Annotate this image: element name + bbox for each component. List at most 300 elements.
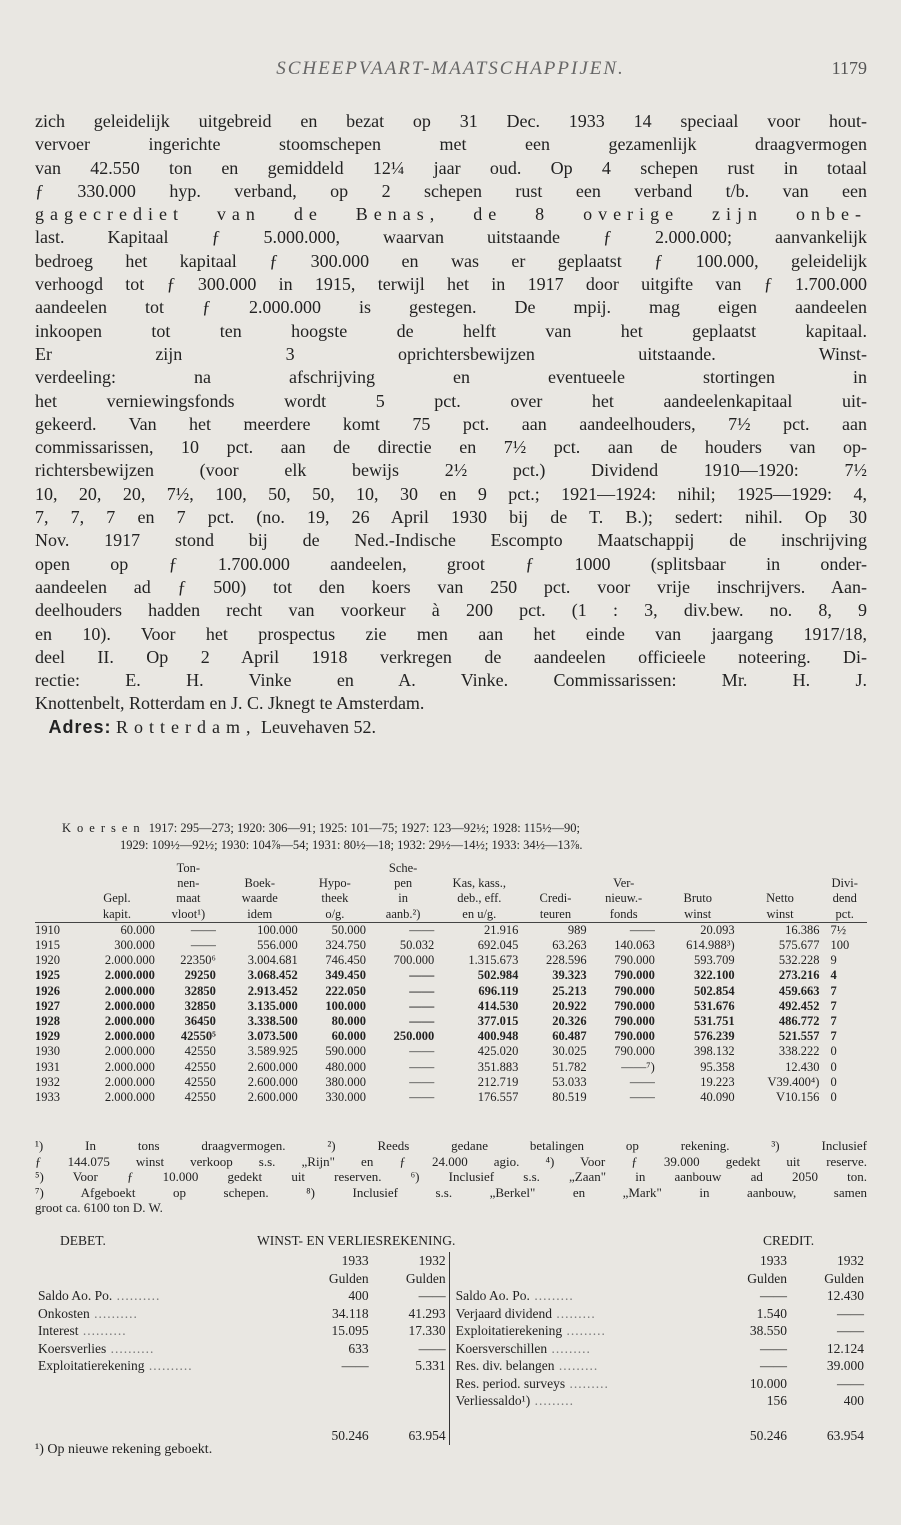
column-header — [590, 861, 658, 876]
pl-row — [35, 1305, 867, 1323]
pl-row — [35, 1322, 867, 1340]
table-cell: 590.000 — [325, 1044, 366, 1059]
debet-1932: —— — [418, 1340, 446, 1356]
column-header — [738, 861, 823, 876]
credit-1932: 400 — [843, 1393, 864, 1408]
table-header-row — [35, 861, 867, 876]
column-header: Gepl. — [103, 891, 131, 906]
pl-spacer-cell — [372, 1410, 450, 1428]
table-cell: 700.000 — [393, 953, 435, 968]
running-title: SCHEEPVAART-MAATSCHAPPIJEN. — [276, 58, 625, 79]
table-cell: 80.000 — [331, 1014, 366, 1029]
table-row — [35, 1014, 867, 1029]
credit-label: Verjaard dividend ......... — [449, 1305, 713, 1323]
footnote-line: ⁵) Voor ƒ 10.000 gedekt uit reserven. ⁶) Inclusief s.s. „Zaan" in aanbouw ad 2050 ton. — [35, 1169, 867, 1184]
credit-1933: —— — [760, 1340, 788, 1356]
table-cell: 9 — [830, 953, 837, 968]
table-cell: 7 — [830, 998, 837, 1013]
table-cell: —— — [409, 1059, 435, 1074]
table-cell: 3.004.681 — [247, 953, 298, 968]
table-row — [35, 953, 867, 968]
pl-row — [35, 1287, 867, 1305]
year-cell: 1910 — [35, 922, 60, 937]
column-header: theek — [321, 891, 349, 906]
text-line: 7, 7, 7 en 7 pct. (no. 19, 26 April 1930 bij de T. B.); sedert: nihil. Op 30 — [35, 507, 867, 528]
column-header: deb., eff. — [457, 891, 502, 906]
table-cell: 2.000.000 — [104, 953, 155, 968]
debet-label: Onkosten .......... — [38, 1305, 138, 1321]
pl-spacer — [35, 1410, 867, 1428]
table-cell: 377.015 — [477, 1014, 519, 1029]
footnote-line: groot ca. 6100 ton D. W. — [35, 1200, 163, 1215]
credit-1933: —— — [760, 1288, 788, 1303]
page-number: 1179 — [831, 58, 867, 78]
credit-1932: 12.124 — [826, 1340, 864, 1356]
text-line: Nov. 1917 stond bij de Ned.-Indische Escompto Maatschappij de inschrijving — [35, 530, 867, 551]
pl-year: 1933 — [760, 1253, 788, 1268]
table-footnotes — [35, 1138, 867, 1216]
column-header — [738, 876, 823, 891]
credit-1932: 12.430 — [826, 1288, 864, 1303]
column-header: fonds — [590, 907, 658, 923]
pl-year: 1933 — [341, 1253, 369, 1268]
text-line: gekeerd. Van het meerdere komt 75 pct. aan aandeelhouders, 7½ pct. aan — [35, 413, 867, 434]
table-cell: —— — [629, 1090, 655, 1105]
pl-unit: Gulden — [747, 1270, 788, 1286]
year-cell: 1928 — [35, 1014, 60, 1029]
footnote-line: ⁷) Afgeboekt op schepen. ⁸) Inclusief s.s. „Berkel" en „Mark" in aanbouw, samen — [35, 1184, 867, 1200]
table-cell: —— — [409, 922, 435, 937]
table-cell: 53.033 — [552, 1074, 587, 1089]
debet-item: Onkosten — [38, 1305, 90, 1321]
column-header — [301, 861, 369, 876]
text-line: 10, 20, 20, 7½, 100, 50, 50, 10, 30 en 9 pct.; 1921—1924: nihil; 1925—1929: 4, — [35, 483, 867, 504]
column-header — [658, 861, 738, 876]
table-cell: 51.782 — [552, 1059, 587, 1074]
credit-heading: CREDIT. — [763, 1233, 815, 1248]
debet-item: Interest — [38, 1323, 79, 1338]
address-street: Leuvehaven 52. — [261, 716, 376, 737]
table-cell: ——⁷) — [621, 1059, 655, 1074]
table-cell: 30.025 — [552, 1044, 587, 1059]
text-line: verhoogd tot ƒ 300.000 in 1915, terwijl het in 1917 door uitgifte van ƒ 1.700.000 — [35, 274, 867, 295]
table-cell: 532.228 — [778, 953, 820, 968]
table-cell: 593.709 — [694, 953, 735, 968]
credit-1933: 38.550 — [749, 1323, 788, 1338]
table-cell: 36450 — [184, 1014, 216, 1029]
table-cell: 95.358 — [700, 1059, 735, 1074]
table-cell: 2.000.000 — [104, 1090, 155, 1105]
table-header-row — [35, 876, 867, 891]
table-cell: 3.073.500 — [247, 1029, 298, 1044]
table-header-row — [35, 907, 867, 923]
column-header — [437, 861, 521, 876]
table-cell: 502.984 — [477, 968, 519, 983]
table-row — [35, 1029, 867, 1044]
text-line: vervoer ingerichte stoomschepen met een gezamenlijk draagvermogen — [35, 134, 867, 155]
year-cell: 1925 — [35, 968, 60, 983]
table-cell: 140.063 — [614, 938, 655, 953]
debet-1932 — [372, 1375, 450, 1393]
table-cell: 746.450 — [325, 953, 366, 968]
table-cell: V10.156 — [776, 1090, 820, 1105]
table-cell: 60.000 — [120, 922, 155, 937]
debet-1933: 400 — [348, 1288, 369, 1303]
table-cell: 459.663 — [778, 983, 820, 998]
table-cell: 50.000 — [331, 922, 366, 937]
text-line: richtersbewijzen (voor elk bewijs 2½ pct.) Dividend 1910—1920: 7½ — [35, 460, 867, 481]
table-cell: 2.000.000 — [104, 1059, 155, 1074]
column-header: Boek- — [244, 876, 276, 891]
column-header — [35, 861, 76, 876]
pl-headings — [35, 1233, 867, 1251]
table-cell: 42550 — [184, 1044, 216, 1059]
debet-1933: —— — [341, 1358, 369, 1373]
column-header: in — [398, 891, 408, 906]
table-cell: 42550 — [184, 1074, 216, 1089]
column-header — [521, 861, 589, 876]
table-cell: 531.751 — [694, 1014, 735, 1029]
table-cell: 338.222 — [778, 1044, 820, 1059]
text-line: Knottenbelt, Rotterdam en J. C. Jknegt te Amsterdam. — [35, 693, 425, 714]
debet-1932 — [372, 1392, 450, 1410]
credit-label: Res. period. surveys ......... — [449, 1375, 713, 1393]
table-cell: 3.338.500 — [247, 1014, 298, 1029]
year-cell: 1926 — [35, 983, 60, 998]
table-cell: 398.132 — [694, 1044, 735, 1059]
table-cell: —— — [629, 1074, 655, 1089]
credit-item: Res. period. surveys — [455, 1375, 566, 1391]
company-description — [35, 110, 867, 739]
table-row — [35, 1060, 867, 1075]
pl-spacer-cell — [295, 1410, 372, 1428]
year-cell: 1929 — [35, 1029, 60, 1044]
year-cell: 1931 — [35, 1059, 60, 1074]
text-line: zich geleidelijk uitgebreid en bezat op 31 Dec. 1933 14 speciaal voor hout- — [35, 111, 867, 131]
table-cell: 790.000 — [614, 983, 655, 998]
koersen-line-1: 1917: 295—273; 1920: 306—91; 1925: 101—75; 1927: 123—92½; 1928: 115½—90; — [148, 821, 580, 835]
table-cell: 324.750 — [325, 938, 366, 953]
year-cell: 1927 — [35, 998, 60, 1013]
credit-item: Koersverschillen — [455, 1340, 548, 1356]
table-cell: —— — [409, 1014, 435, 1029]
column-header: Netto — [766, 891, 794, 906]
table-cell: 42550 — [184, 1059, 216, 1074]
table-row — [35, 1044, 867, 1059]
table-cell: 349.450 — [325, 968, 366, 983]
column-header: Credi- — [539, 891, 572, 906]
table-cell: 414.530 — [477, 998, 519, 1013]
credit-label: Koersverschillen ......... — [449, 1340, 713, 1358]
column-header: dend — [832, 891, 857, 906]
table-cell: 4 — [830, 968, 837, 983]
table-cell: 502.854 — [694, 983, 735, 998]
table-cell: V39.400⁴) — [767, 1074, 820, 1089]
text-line: last. Kapitaal ƒ 5.000.000, waarvan uitstaande ƒ 2.000.000; aanvankelijk — [35, 227, 867, 248]
table-cell: 322.100 — [694, 968, 735, 983]
debet-label: Interest .......... — [38, 1323, 127, 1338]
column-header: en u/g. — [437, 907, 521, 923]
credit-1933: —— — [760, 1358, 788, 1373]
share-prices — [62, 820, 872, 854]
year-cell: 1915 — [35, 938, 60, 953]
credit-total-1932: 63.954 — [826, 1428, 864, 1443]
column-header: Divi- — [831, 876, 858, 891]
pl-row — [35, 1357, 867, 1375]
table-cell: —— — [409, 1044, 435, 1059]
credit-item: Verliessaldo¹) — [455, 1393, 531, 1408]
column-header: Ton- — [176, 861, 201, 875]
table-cell: 42550 — [184, 1090, 216, 1105]
pl-row — [35, 1340, 867, 1358]
column-header: nieuw.- — [605, 891, 643, 906]
table-cell: 228.596 — [545, 953, 587, 968]
table-row — [35, 1075, 867, 1090]
column-header: winst — [658, 907, 738, 923]
footnote-line: ¹) In tons draagvermogen. ²) Reeds gedane betalingen op rekening. ³) Inclusief — [35, 1138, 867, 1153]
profit-loss-table — [35, 1252, 867, 1445]
pl-unit: Gulden — [405, 1270, 446, 1286]
table-row — [35, 968, 867, 983]
table-cell: —— — [409, 998, 435, 1013]
table-cell: 2.000.000 — [104, 1044, 155, 1059]
table-cell: 521.557 — [778, 1029, 820, 1044]
pl-unit: Gulden — [824, 1270, 864, 1286]
credit-item: Exploitatierekening — [455, 1323, 563, 1338]
table-cell: 100.000 — [325, 998, 366, 1013]
table-cell: 3.589.925 — [247, 1044, 298, 1059]
credit-label: Exploitatierekening ......... — [449, 1322, 713, 1340]
table-cell: 20.093 — [700, 922, 735, 937]
table-cell: 22350⁶ — [180, 953, 216, 968]
table-cell: 790.000 — [614, 998, 655, 1013]
table-cell: 3.068.452 — [247, 968, 298, 983]
table-row — [35, 999, 867, 1014]
pl-spacer-cell — [713, 1410, 790, 1428]
debet-total-1932: 63.954 — [408, 1428, 446, 1443]
column-header — [35, 907, 76, 923]
credit-1932: —— — [837, 1323, 864, 1338]
table-header-row — [35, 891, 867, 906]
column-header: waarde — [241, 891, 278, 906]
column-header: Kas, kass., — [452, 876, 507, 891]
debet-item: Exploitatierekening — [38, 1358, 145, 1373]
table-cell: 7½ — [830, 922, 847, 937]
debet-1933 — [295, 1375, 372, 1393]
text-line: en 10). Voor het prospectus zie men aan het einde van jaargang 1917/18, — [35, 623, 867, 644]
year-cell: 1920 — [35, 953, 60, 968]
column-header — [35, 876, 76, 891]
debet-1932: 41.293 — [408, 1305, 446, 1321]
table-cell: 25.213 — [552, 983, 587, 998]
credit-1933: 10.000 — [749, 1375, 788, 1391]
address-city: Rotterdam, — [116, 716, 257, 737]
pl-footnote: ¹) Op nieuwe rekening geboekt. — [35, 1442, 213, 1457]
table-cell: 790.000 — [614, 953, 655, 968]
table-cell: 7 — [830, 983, 837, 998]
credit-label: Saldo Ao. Po. ......... — [449, 1287, 713, 1305]
table-cell: 20.326 — [552, 1014, 587, 1029]
text-line: verdeeling: na afschrijving en eventueele stortingen in — [35, 367, 867, 388]
debet-heading: DEBET. — [60, 1233, 106, 1248]
table-cell: 2.000.000 — [104, 1074, 155, 1089]
credit-item: Verjaard dividend — [455, 1305, 553, 1321]
table-cell: 2.600.000 — [247, 1090, 298, 1105]
column-header — [521, 876, 589, 891]
column-header: winst — [738, 907, 823, 923]
text-line: deelhouders hadden recht van voorkeur à 200 pct. (1 : 3, div.bew. no. 8, 9 — [35, 600, 867, 621]
column-header: kapit. — [76, 907, 158, 923]
table-cell: 300.000 — [114, 938, 155, 953]
credit-1932: —— — [837, 1375, 864, 1391]
text-line: ƒ 330.000 hyp. verband, op 2 schepen rust een verband t/b. van een — [35, 180, 867, 201]
column-header: pen — [394, 876, 413, 891]
table-cell: 3.135.000 — [247, 998, 298, 1013]
debet-item: Saldo Ao. Po. — [38, 1288, 113, 1303]
table-cell: 2.000.000 — [104, 968, 155, 983]
column-header — [35, 891, 76, 906]
table-cell: 212.719 — [477, 1074, 519, 1089]
table-cell: 2.000.000 — [104, 1014, 155, 1029]
text-line: inkoopen tot ten hoogste de helft van het geplaatst kapitaal. — [35, 320, 867, 341]
debet-1933: 633 — [348, 1340, 369, 1356]
pl-total-label — [449, 1427, 713, 1445]
text-line: deel II. Op 2 April 1918 verkregen de aandeelen officieele noteering. Di- — [35, 646, 867, 667]
pl-year: 1932 — [837, 1253, 864, 1268]
column-header: Bruto — [683, 891, 712, 906]
debet-item: Koersverlies — [38, 1340, 107, 1356]
text-line: Er zijn 3 oprichtersbewijzen uitstaande. Winst- — [35, 343, 867, 364]
table-cell: 39.323 — [552, 968, 587, 983]
column-header: Ver- — [613, 876, 635, 891]
credit-label: Verliessaldo¹) ......... — [449, 1392, 713, 1410]
table-cell: 42550⁵ — [180, 1029, 216, 1044]
column-header — [76, 861, 158, 876]
table-cell: 12.430 — [785, 1059, 820, 1074]
pl-year-row — [35, 1252, 867, 1270]
table-cell: —— — [190, 922, 216, 937]
table-cell: 351.883 — [477, 1059, 519, 1074]
table-cell: 696.119 — [478, 983, 519, 998]
column-header — [76, 876, 158, 891]
table-cell: 19.223 — [700, 1074, 735, 1089]
table-cell: 692.045 — [477, 938, 519, 953]
table-cell: 32850 — [184, 983, 216, 998]
column-header: Hypo- — [318, 876, 351, 891]
debet-1933 — [295, 1392, 372, 1410]
column-header: maat — [176, 891, 201, 906]
table-cell: 790.000 — [614, 1014, 655, 1029]
pl-row — [35, 1375, 867, 1393]
text-line: rectie: E. H. Vinke en A. Vinke. Commissarissen: Mr. H. J. — [35, 670, 867, 691]
debet-label — [35, 1392, 295, 1410]
debet-1932: 17.330 — [408, 1323, 446, 1338]
table-cell: 330.000 — [325, 1090, 366, 1105]
column-header: vloot¹) — [158, 907, 219, 923]
table-cell: 0 — [830, 1044, 837, 1059]
table-cell: 486.772 — [778, 1014, 820, 1029]
pl-row — [35, 1392, 867, 1410]
address-label: Adres: — [48, 716, 112, 737]
table-cell: 575.677 — [778, 938, 820, 953]
table-cell: 222.050 — [325, 983, 366, 998]
pl-unit-row — [35, 1270, 867, 1288]
table-cell: 40.090 — [700, 1090, 735, 1105]
table-cell: 2.000.000 — [104, 1029, 155, 1044]
text-line: aandeelen tot ƒ 2.000.000 is gestegen. De mpij. mag eigen aandeelen — [35, 297, 867, 318]
credit-1933: 156 — [766, 1393, 788, 1408]
debet-label — [35, 1375, 295, 1393]
table-cell: 480.000 — [325, 1059, 366, 1074]
table-cell: 790.000 — [614, 1044, 655, 1059]
table-cell: 100.000 — [257, 922, 298, 937]
table-cell: 492.452 — [778, 998, 820, 1013]
debet-1932: 5.331 — [415, 1358, 446, 1373]
table-cell: 273.216 — [778, 968, 820, 983]
table-row — [35, 938, 867, 953]
table-cell: 790.000 — [614, 968, 655, 983]
table-cell: 7 — [830, 1029, 837, 1044]
table-cell: 0 — [830, 1074, 837, 1089]
table-cell: 80.519 — [552, 1090, 587, 1105]
credit-total-1933: 50.246 — [749, 1428, 788, 1443]
text-line: gagecrediet van de Benas, de 8 overige zijn onbe- — [35, 204, 867, 225]
table-cell: 32850 — [184, 998, 216, 1013]
pl-spacer-cell — [449, 1410, 713, 1428]
table-cell: —— — [629, 922, 655, 937]
pl-spacer-cell — [790, 1410, 867, 1428]
table-cell: 16.386 — [785, 922, 820, 937]
debet-1933: 34.118 — [332, 1305, 369, 1321]
column-header: Sche- — [388, 861, 418, 875]
table-cell: 63.263 — [552, 938, 587, 953]
page-header — [0, 58, 901, 88]
column-header — [822, 861, 867, 876]
column-header: teuren — [521, 907, 589, 923]
credit-item: Saldo Ao. Po. — [455, 1288, 530, 1303]
text-line: het verniewingsfonds wordt 5 pct. over het aandeelenkapitaal uit- — [35, 390, 867, 411]
table-cell: 0 — [830, 1090, 837, 1105]
debet-total-1933: 50.246 — [331, 1428, 369, 1443]
credit-1932: 39.000 — [826, 1358, 864, 1373]
table-cell: 50.032 — [399, 938, 435, 953]
pl-unit: Gulden — [328, 1270, 369, 1286]
table-cell: 60.487 — [552, 1029, 587, 1044]
pl-year: 1932 — [418, 1253, 446, 1268]
koersen-label: Koersen — [62, 821, 146, 835]
column-header — [219, 861, 301, 876]
column-header: pct. — [822, 907, 867, 923]
table-cell: 2.600.000 — [247, 1074, 298, 1089]
column-header: o/g. — [301, 907, 369, 923]
table-cell: 576.239 — [694, 1029, 735, 1044]
table-cell: 614.988³) — [686, 938, 735, 953]
table-cell: 425.020 — [477, 1044, 519, 1059]
credit-1933: 1.540 — [756, 1305, 788, 1321]
table-cell: —— — [409, 1090, 435, 1105]
financial-table — [35, 861, 867, 1105]
table-cell: —— — [409, 968, 435, 983]
table-cell: 2.000.000 — [104, 983, 155, 998]
table-cell: —— — [190, 938, 216, 953]
table-cell: 21.916 — [483, 922, 519, 937]
pl-spacer-cell — [35, 1410, 295, 1428]
debet-1932: —— — [418, 1288, 446, 1303]
table-cell: 250.000 — [393, 1029, 435, 1044]
table-cell: 29250 — [184, 968, 216, 983]
table-cell: —— — [409, 1074, 435, 1089]
text-line: aandeelen ad ƒ 500) tot den koers van 250 pct. voor vrije inschrijvers. Aan- — [35, 576, 867, 597]
